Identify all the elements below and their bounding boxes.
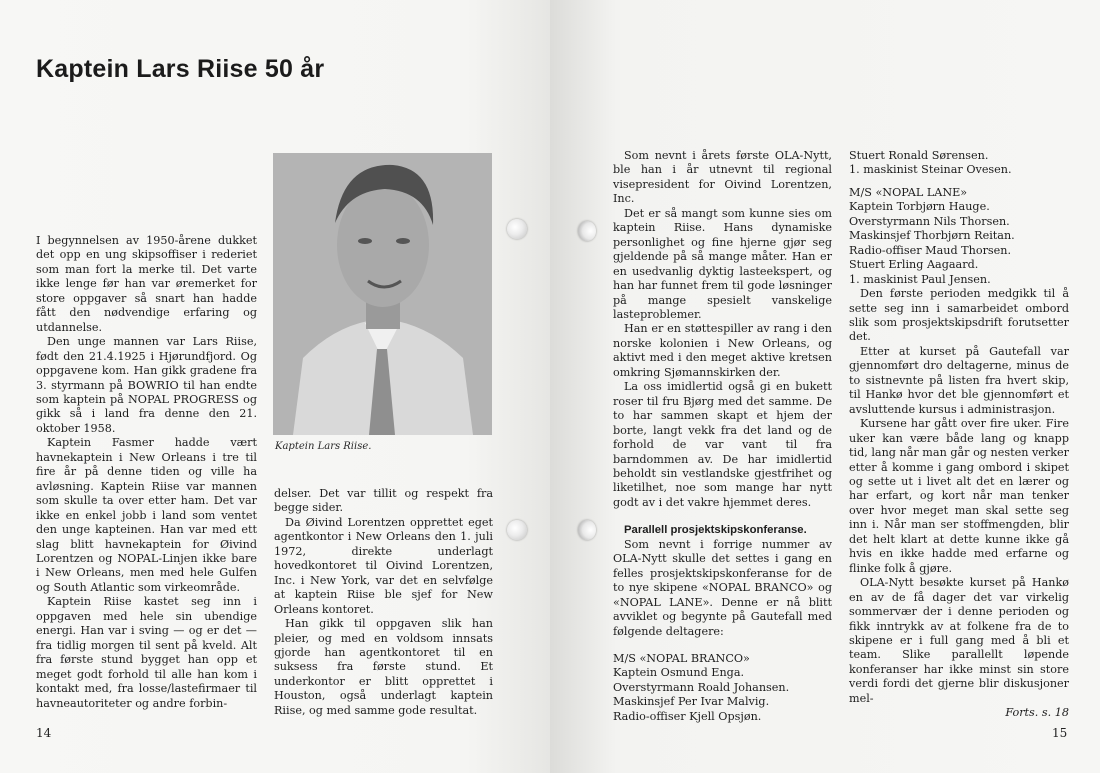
text-column-4	[849, 149, 1069, 721]
paragraph: Etter at kurset på Gautefall var gjennomført dro deltagerne, minus de to sistnevnte på listen fra hvert skip, til Hankø hvor det ble gjennomført et avsluttende kursus i administrasjon.	[849, 344, 1069, 416]
crew-line: Kaptein Osmund Enga.	[613, 666, 745, 680]
crew-line: Maskinsjef Thorbjørn Reitan.	[849, 229, 1015, 243]
ship-name: M/S «NOPAL BRANCO»	[613, 652, 750, 665]
paragraph: Det er så mangt som kunne sies om kaptein Riise. Hans dynamiske personlighet og fine hjerne gjør seg gjeldende på så mange måter. Han er en usedvanlig dyktig lasteekspert, og han har funnet frem til gode løsninger på mange spesielt vanskelige lasteproblemer.	[613, 206, 832, 321]
paragraph: delser. Det var tillit og respekt fra begge sider.	[274, 487, 493, 515]
crew-line: Overstyrmann Nils Thorsen.	[849, 214, 1010, 228]
photo-caption: Kaptein Lars Riise.	[275, 441, 372, 452]
paragraph: Han er en støttespiller av rang i den norske kolonien i New Orleans, og aktivt med i den meget aktive kretsen omkring Sjømannskirken der.	[613, 322, 832, 379]
paragraph: Som nevnt i årets første OLA-Nytt, ble han i år utnevnt til regional visepresident for Oivind Lorentzen, Inc.	[613, 149, 832, 206]
continued-note: Forts. s. 18	[1005, 706, 1069, 720]
portrait-photo	[273, 153, 492, 435]
paragraph: Som nevnt i forrige nummer av OLA-Nytt skulle det settes i gang en felles prosjektskipskonferanse for de to nye skipene «NOPAL BRANCO» og «NOPAL LANE». Denne er nå blitt avviklet og begynte på Gautefall med følgende deltagere:	[613, 537, 832, 638]
punch-hole-icon	[507, 520, 527, 540]
crew-line: 1. maskinist Paul Jensen.	[849, 272, 991, 286]
paragraph: Den første perioden medgikk til å sette seg inn i samarbeidet ombord slik som prosjektskipsdrift forutsetter det.	[849, 287, 1069, 344]
paragraph: Kaptein Fasmer hadde vært havnekaptein i New Orleans i tre til fire år på denne tiden og ville ha avløsning. Kaptein Riise var mannen som skulle ta over etter ham. Det var ikke en enkel jobb i land som ventet den unge kapteinen. Han var med ett slag blitt havnekaptein for Øivind Lorentzen og NOPAL-Linjen ikke bare i New Orleans, men med hele Gulfen og South Atlantic som virkeområde.	[36, 436, 257, 594]
ship-name: M/S «NOPAL LANE»	[849, 185, 968, 199]
paragraph: Han gikk til oppgaven slik han pleier, og med en voldsom innsats gjorde han agentkontoret til en suksess fra første stund. Et underkontor er blitt opprettet i Houston, også underlagt kaptein Riise, og med samme gode resultat.	[274, 617, 493, 717]
punch-hole-icon	[578, 520, 596, 540]
section-heading: Parallell prosjektskipskonferanse.	[624, 524, 807, 537]
paragraph: Den unge mannen var Lars Riise, født den 21.4.1925 i Hjørundfjord. Og oppgavene kom. Han gikk gradene fra 3. styrmann på BOWRIO til han endte som kaptein på NOPAL PROGRESS og gikk så i land fra denne den 21. oktober 1958.	[36, 335, 257, 435]
text-column-3	[613, 149, 832, 724]
text-column-2	[274, 487, 493, 718]
paragraph: I begynnelsen av 1950-årene dukket det opp en ung skipsoffiser i rederiet som man fort la merke til. Det varte ikke lenge før han var øremerket for store oppgaver så snart han hadde fått den nødvendige erfaring og utdannelse.	[36, 234, 257, 334]
crew-line: Maskinsjef Per Ivar Malvig.	[613, 695, 770, 709]
crew-line: 1. maskinist Steinar Ovesen.	[849, 163, 1012, 177]
paragraph: Kaptein Riise kastet seg inn i oppgaven med hele sin ubendige energi. Han var i sving — og er det — fra tidlig morgen til sent på kveld. Alt fra første stund bygget han opp et meget godt forhold til alle han kom i kontakt med, fra losse/lastefirmaer til havneautoriteter og andre forbin-	[36, 595, 257, 710]
paragraph: Da Øivind Lorentzen opprettet eget agentkontor i New Orleans den 1. juli 1972, direkte underlagt hovedkontoret til Oivind Lorentzen, Inc. i New York, var det en selvfølge at kaptein Riise ble sjef for New Orleans kontoret.	[274, 515, 493, 616]
paragraph: Kursene har gått over fire uker. Fire uker kan være både lang og knapp tid, lang når man går og nesten verker etter å komme i gang ombord i skipet og sette ut i livet alt det en lærer og har erfart, og kort når man tenker over hvor meget man skal sette seg inn i. Når man ser stoffmengden, blir det helt klart at dette kunne ikke gå hvis en ikke hadde med erfarne og flinke folk å gjøre.	[849, 417, 1070, 575]
paragraph: OLA-Nytt besøkte kurset på Hankø en av de få dager det var virkelig sommervær der i denne perioden og fikk inntrykk av at folkene fra de to skipene er i full gang med å bli et team. Slike parallellt løpende konferanser har ikke minst sin store verdi fordi det gjerne blir diskusjoner mel-	[849, 576, 1069, 705]
punch-hole-icon	[578, 221, 596, 241]
crew-line: Radio-offiser Kjell Opsjøn.	[613, 709, 762, 723]
crew-line: Kaptein Torbjørn Hauge.	[849, 200, 990, 214]
paragraph: La oss imidlertid også gi en bukett roser til fru Bjørg med det samme. De to har sammen skapt et hjem der borte, langt vekk fra det land og de forhold de var vant til fra barndommen av. De har imidlertid beholdt sin vestlandske gjestfrihet og liketilhet, noe som mange har nytt godt av i det vakre hjemmet deres.	[613, 380, 832, 509]
page-number: 14	[36, 726, 52, 740]
crew-line: Stuert Erling Aagaard.	[849, 258, 979, 272]
text-column-1	[36, 234, 257, 711]
crew-line: Radio-offiser Maud Thorsen.	[849, 243, 1012, 257]
page-number: 15	[1052, 726, 1068, 740]
article-title: Kaptein Lars Riise 50 år	[36, 55, 325, 83]
punch-hole-icon	[507, 219, 527, 239]
crew-line: Stuert Ronald Sørensen.	[849, 149, 989, 162]
crew-line: Overstyrmann Roald Johansen.	[613, 680, 790, 694]
